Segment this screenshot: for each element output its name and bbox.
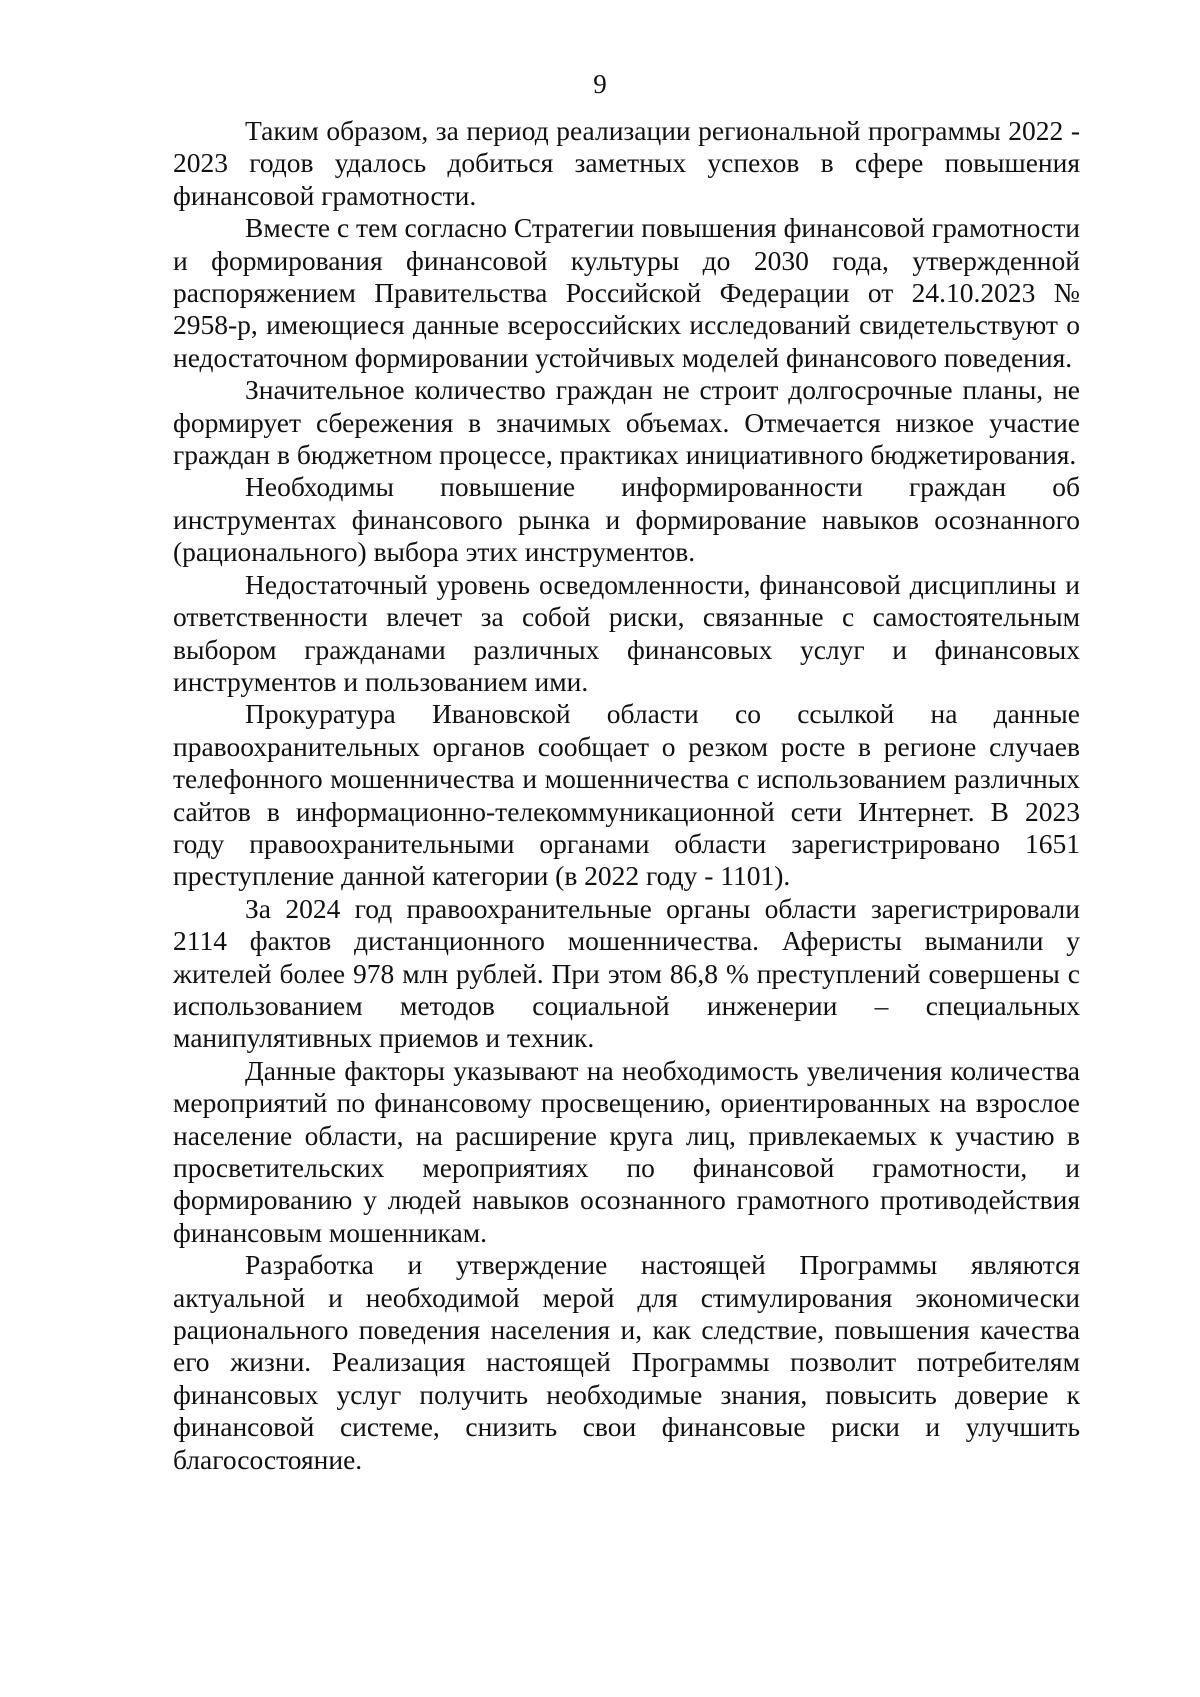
paragraph-citizen-planning: Значительное количество граждан не строит долгосрочные планы, не формирует сбережения в значимых объемах. Отмечается низкое участие граждан в бюджетном процессе, практиках инициативного бюджетирования. bbox=[173, 374, 1080, 471]
paragraph-prosecutor-report: Прокуратура Ивановской области со ссылкой на данные правоохранительных органов сообщает о резком росте в регионе случаев телефонного мошенничества и мошенничества с использованием различных сайтов в информационно-телекоммуникационной сети Интернет. В 2023 году правоохранительными органами области зарегистрировано 1651 преступление данной категории (в 2022 году - 1101). bbox=[173, 698, 1080, 892]
document-body bbox=[173, 115, 1080, 1476]
paragraph-strategy-reference: Вместе с тем согласно Стратегии повышения финансовой грамотности и формирования финансовой культуры до 2030 года, утвержденной распоряжением Правительства Российской Федерации от 24.10.2023 № 2958-р, имеющиеся данные всероссийских исследований свидетельствуют о недостаточном формировании устойчивых моделей финансового поведения. bbox=[173, 212, 1080, 373]
paragraph-factors: Данные факторы указывают на необходимость увеличения количества мероприятий по финансовому просвещению, ориентированных на взрослое население области, на расширение круга лиц, привлекаемых к участию в просветительских мероприятиях по финансовой грамотности, и формированию у людей навыков осознанного грамотного противодействия финансовым мошенникам. bbox=[173, 1054, 1080, 1248]
paragraph-program-rationale: Разработка и утверждение настоящей Программы являются актуальной и необходимой мерой для стимулирования экономически рационального поведения населения и, как следствие, повышения качества его жизни. Реализация настоящей Программы позволит потребителям финансовых услуг получить необходимые знания, повысить доверие к финансовой системе, снизить свои финансовые риски и улучшить благосостояние. bbox=[173, 1249, 1080, 1475]
paragraph-risks: Недостаточный уровень осведомленности, финансовой дисциплины и ответственности влечет за собой риски, связанные с самостоятельным выбором гражданами различных финансовых услуг и финансовых инструментов и пользованием ими. bbox=[173, 568, 1080, 697]
paragraph-2024-fraud-stats: За 2024 год правоохранительные органы области зарегистрировали 2114 фактов дистанционного мошенничества. Аферисты выманили у жителей более 978 млн рублей. При этом 86,8 % преступлений совершены с использованием методов социальной инженерии – специальных манипулятивных приемов и техник. bbox=[173, 892, 1080, 1054]
page-number: 9 bbox=[593, 69, 607, 99]
paragraph-awareness-need: Необходимы повышение информированности граждан об инструментах финансового рынка и формирование навыков осознанного (рационального) выбора этих инструментов. bbox=[173, 471, 1080, 568]
paragraph-results-summary: Таким образом, за период реализации региональной программы 2022 - 2023 годов удалось добиться заметных успехов в сфере повышения финансовой грамотности. bbox=[173, 115, 1080, 211]
